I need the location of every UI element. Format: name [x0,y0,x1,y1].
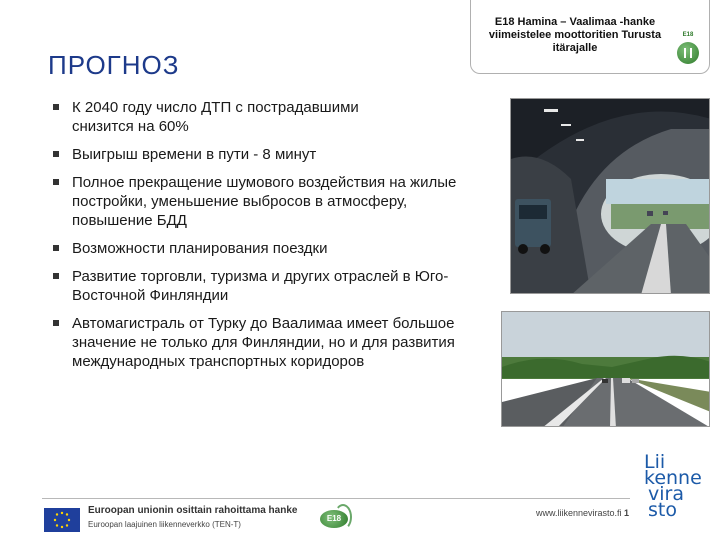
logo-line: Lii [644,451,666,473]
bullet-item: Выигрыш времени в пути - 8 минут [52,145,492,164]
bullet-item: Полное прекращение шумового воздействия на жилые постройки, уменьшение выбросов в атмосферу, повышение БДД [52,173,472,230]
highway-illustration [502,312,710,427]
logo-line: sto [648,499,677,521]
header-box [470,0,710,74]
road-sign-icon [684,48,692,58]
footer-divider [42,498,630,499]
bullet-item: Развитие торговли, туризма и других отраслей в Юго-Восточной Финляндии [52,267,492,305]
highway-photo [501,311,710,427]
footer-eu-subtext: Euroopan laajuinen liikenneverkko (TEN-T) [88,520,241,529]
page-number: 1 [624,508,630,518]
header-text: E18 Hamina – Vaalimaa -hanke viimeistelee moottoritien Turusta itärajalle [488,16,662,54]
e18-badge-label: E18 [682,32,694,38]
e18-badge-icon [677,32,699,64]
footer-url-text[interactable]: www.liikennevirasto.fi [536,508,622,518]
slide-title: ПРОГНОЗ [48,50,180,80]
bullet-item: К 2040 году число ДТП с пострадавшими снизится на 60% [52,98,422,136]
bullet-list [52,98,492,380]
e18-logo-label: E18 [326,514,342,523]
bullet-item: Автомагистраль от Турку до Ваалимаа имеет большое значение не только для Финляндии, но и для развития международных транспортных коридоров [52,314,487,371]
eu-flag-icon [44,508,80,532]
logo-line: kenne [644,467,702,489]
logo-line: vira [648,483,684,505]
liikennevirasto-logo [644,451,708,521]
footer-eu-text: Euroopan unionin osittain rahoittama hanke [88,505,298,516]
tunnel-illustration [511,99,710,294]
footer-url[interactable] [536,508,629,518]
bullet-item: Возможности планирования поездки [52,239,492,258]
tunnel-photo [510,98,710,294]
e18-logo-icon [320,510,348,528]
